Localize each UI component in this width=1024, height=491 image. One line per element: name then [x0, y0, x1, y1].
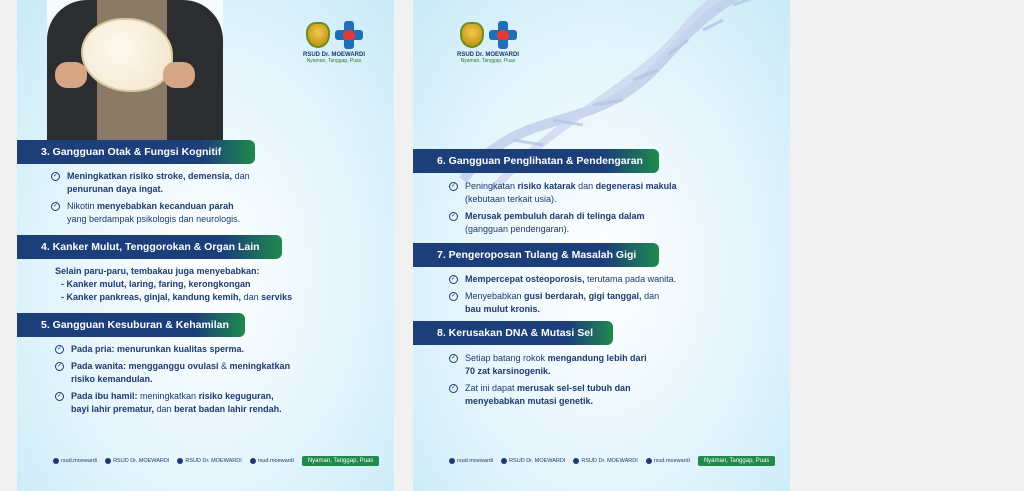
social-footer: [449, 456, 775, 466]
logo-name: RSUD Dr. MOEWARDI: [456, 52, 519, 58]
section-8-list: [449, 352, 779, 412]
social-footer: [53, 456, 379, 466]
list-item: ✓ Merusak pembuluh darah di telinga dalam (gangguan pendengaran).: [450, 211, 645, 234]
section-3-header: 3. Gangguan Otak & Fungsi Kognitif: [17, 140, 255, 164]
section-5-list: [55, 343, 385, 420]
section-4-header: 4. Kanker Mulut, Tenggorokan & Organ Lain: [17, 235, 282, 259]
section-5-header: 5. Gangguan Kesuburan & Kehamilan: [17, 313, 245, 337]
hospital-logo: [453, 20, 523, 64]
section-4-list: [55, 265, 385, 304]
check-icon: ✓: [450, 213, 457, 219]
list-item: ✓ Pada ibu hamil: meningkatkan risiko keguguran, bayi lahir prematur, dan berat badan lahir rendah.: [56, 391, 282, 414]
medical-cross-icon: [335, 21, 363, 49]
footer-tagline: Nyaman, Tanggap, Puas: [698, 456, 776, 466]
youtube-icon: [573, 458, 579, 464]
list-item: ✓ Meningkatkan risiko stroke, demensia, dan penurunan daya ingat.: [52, 171, 250, 194]
check-icon: ✓: [450, 385, 457, 391]
list-item: ✓ Pada wanita: mengganggu ovulasi & meningkatkan risiko kemandulan.: [56, 361, 291, 384]
list-item: ✓ Zat ini dapat merusak sel-sel tubuh dan menyebabkan mutasi genetik.: [450, 383, 631, 406]
section-6-list: [449, 180, 779, 240]
section-7-header: 7. Pengeroposan Tulang & Masalah Gigi: [413, 243, 659, 267]
province-emblem-icon: [460, 22, 484, 48]
list-item: ✓ Pada pria: menurunkan kualitas sperma.: [56, 344, 245, 354]
logo-tagline: Nyaman, Tanggap, Puas: [460, 58, 516, 64]
section-6-header: 6. Gangguan Penglihatan & Pendengaran: [413, 149, 659, 173]
list-item: ✓ Setiap batang rokok mengandung lebih dari 70 zat karsinogenik.: [450, 353, 647, 376]
tiktok-link[interactable]: rsud.moewardi: [250, 458, 294, 464]
facebook-link[interactable]: RSUD Dr. MOEWARDI: [105, 458, 169, 464]
section-7-list: [449, 273, 779, 320]
instagram-link[interactable]: rsud.moewardi: [449, 458, 493, 464]
instagram-link[interactable]: rsud.moewardi: [53, 458, 97, 464]
hero-photo: [47, 0, 223, 140]
list-item: ✓ Peningkatan risiko katarak dan degenerasi makula (kebutaan terkait usia).: [450, 181, 677, 204]
list-item: ✓ Menyebabkan gusi berdarah, gigi tanggal, dan bau mulut kronis.: [450, 291, 660, 314]
check-icon: ✓: [56, 393, 63, 399]
facebook-icon: [501, 458, 507, 464]
list-item: ✓ Nikotin menyebabkan kecanduan parah yang berdampak psikologis dan neurologis.: [52, 201, 241, 224]
section-3-list: [51, 170, 381, 230]
check-icon: ✓: [450, 276, 457, 282]
list-item: ✓ Mempercepat osteoporosis, terutama pada wanita.: [450, 274, 677, 284]
check-icon: ✓: [450, 183, 457, 189]
list-item: - Kanker mulut, laring, faring, kerongkongan: [61, 279, 251, 289]
youtube-icon: [177, 458, 183, 464]
youtube-link[interactable]: RSUD Dr. MOEWARDI: [573, 458, 637, 464]
facebook-link[interactable]: RSUD Dr. MOEWARDI: [501, 458, 565, 464]
poster-right: [413, 0, 790, 491]
check-icon: ✓: [56, 346, 63, 352]
facebook-icon: [105, 458, 111, 464]
check-icon: ✓: [52, 173, 59, 179]
logo-name: RSUD Dr. MOEWARDI: [302, 52, 365, 58]
check-icon: ✓: [450, 355, 457, 361]
hospital-logo: [299, 20, 369, 64]
check-icon: ✓: [56, 363, 63, 369]
medical-cross-icon: [489, 21, 517, 49]
check-icon: ✓: [450, 293, 457, 299]
section-8-header: 8. Kerusakan DNA & Mutasi Sel: [413, 321, 613, 345]
tiktok-icon: [250, 458, 256, 464]
tiktok-icon: [646, 458, 652, 464]
instagram-icon: [53, 458, 59, 464]
province-emblem-icon: [306, 22, 330, 48]
youtube-link[interactable]: RSUD Dr. MOEWARDI: [177, 458, 241, 464]
footer-tagline: Nyaman, Tanggap, Puas: [302, 456, 380, 466]
instagram-icon: [449, 458, 455, 464]
tiktok-link[interactable]: rsud.moewardi: [646, 458, 690, 464]
poster-left: [17, 0, 394, 491]
list-item: - Kanker pankreas, ginjal, kandung kemih, dan serviks: [61, 292, 293, 302]
check-icon: ✓: [52, 203, 59, 209]
intro-text: Selain paru-paru, tembakau juga menyebabkan:: [55, 266, 260, 276]
logo-tagline: Nyaman, Tanggap, Puas: [306, 58, 362, 64]
